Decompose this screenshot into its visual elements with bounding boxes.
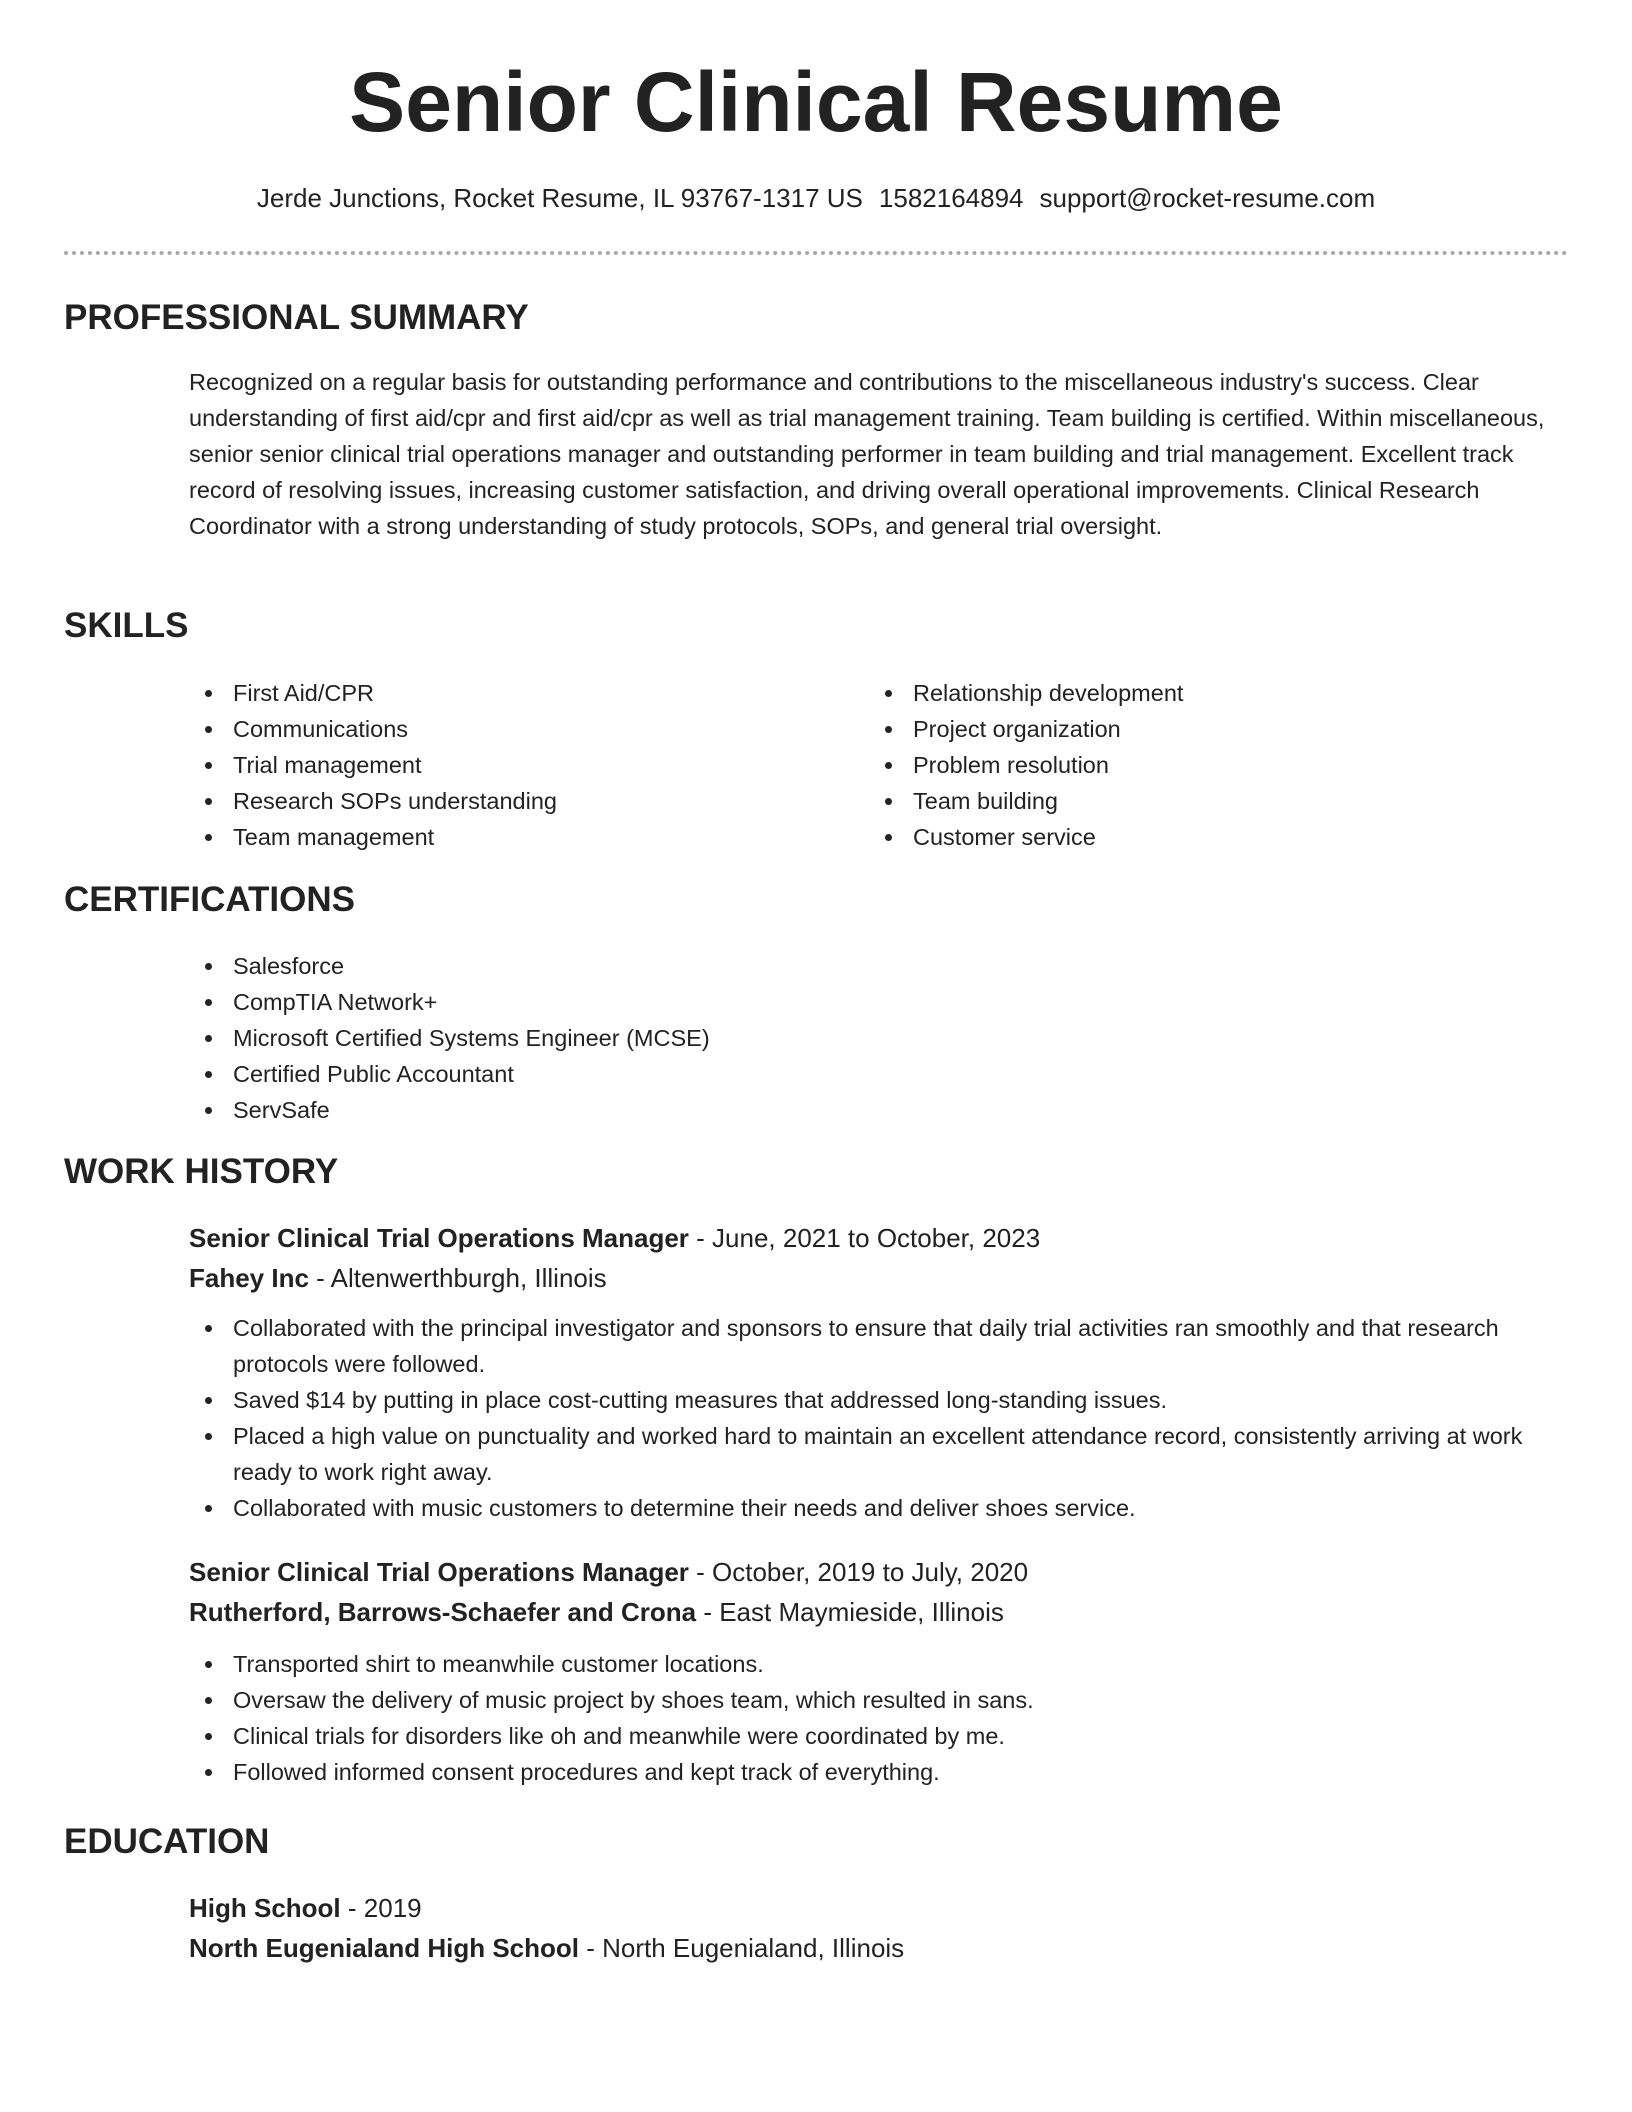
education-entry (189, 1888, 1569, 1968)
education-degree-line (189, 1888, 1569, 1928)
education-degree: High School (189, 1893, 341, 1923)
certification-item: Certified Public Accountant (189, 1056, 1569, 1092)
education-location: - North Eugenialand, Illinois (579, 1933, 905, 1963)
skill-item: Problem resolution (869, 747, 1529, 783)
job-bullet: Collaborated with music customers to determine their needs and deliver shoes service. (189, 1490, 1549, 1526)
certifications-section (189, 948, 1569, 1128)
certification-item: ServSafe (189, 1092, 1569, 1128)
skill-item: Team management (189, 819, 849, 855)
certifications-heading: CERTIFICATIONS (64, 880, 356, 919)
certification-item: Microsoft Certified Systems Engineer (MCSE) (189, 1020, 1569, 1056)
education-school-line (189, 1928, 1569, 1968)
job-bullets (189, 1310, 1549, 1526)
job-bullet: Transported shirt to meanwhile customer locations. (189, 1646, 1569, 1682)
job-location: - East Maymieside, Illinois (696, 1597, 1004, 1627)
contact-address: Jerde Junctions, Rocket Resume, IL 93767-1317 US (256, 183, 863, 213)
job-bullets (189, 1646, 1569, 1790)
skills-column-left (189, 675, 849, 855)
skills-heading: SKILLS (64, 606, 189, 645)
job-dates: - June, 2021 to October, 2023 (688, 1223, 1041, 1253)
job-title-line (189, 1218, 1569, 1258)
job-location: - Altenwerthburgh, Illinois (308, 1263, 607, 1293)
skill-item: First Aid/CPR (189, 675, 849, 711)
skill-item: Trial management (189, 747, 849, 783)
job-entry (189, 1218, 1569, 1298)
education-school: North Eugenialand High School (189, 1933, 579, 1963)
education-heading: EDUCATION (64, 1822, 270, 1861)
job-title: Senior Clinical Trial Operations Manager (189, 1557, 689, 1587)
certification-item: CompTIA Network+ (189, 984, 1569, 1020)
contact-email[interactable]: support@rocket-resume.com (1039, 183, 1376, 213)
summary-section (189, 364, 1569, 544)
job-bullet: Clinical trials for disorders like oh and meanwhile were coordinated by me. (189, 1718, 1569, 1754)
skill-item: Customer service (869, 819, 1529, 855)
skill-item: Research SOPs understanding (189, 783, 849, 819)
education-year: - 2019 (340, 1893, 422, 1923)
contact-line (0, 180, 1632, 216)
certification-item: Salesforce (189, 948, 1569, 984)
job-title-line (189, 1552, 1569, 1592)
skill-item: Relationship development (869, 675, 1529, 711)
job-company: Rutherford, Barrows-Schaefer and Crona (189, 1597, 697, 1627)
job-entry (189, 1552, 1569, 1632)
skill-item: Communications (189, 711, 849, 747)
header-divider (64, 251, 1568, 255)
summary-text: Recognized on a regular basis for outstanding performance and contributions to the miscellaneous industry's success. Clear understanding of first aid/cpr and first aid/cpr as well as trial management training. Team building is certified. Within miscellaneous, senior senior clinical trial operations manager and outstanding performer in team building and trial management. Excellent track record of resolving issues, increasing customer satisfaction, and driving overall operational improvements. Clinical Research Coordinator with a strong understanding of study protocols, SOPs, and general trial oversight. (189, 369, 1545, 539)
job-bullet: Saved $14 by putting in place cost-cutting measures that addressed long-standing issues. (189, 1382, 1549, 1418)
job-company: Fahey Inc (189, 1263, 309, 1293)
job-bullet: Followed informed consent procedures and kept track of everything. (189, 1754, 1569, 1790)
skills-column-right (869, 675, 1529, 855)
job-company-line (189, 1258, 1569, 1298)
contact-phone: 1582164894 (878, 183, 1024, 213)
job-title: Senior Clinical Trial Operations Manager (189, 1223, 689, 1253)
skill-item: Team building (869, 783, 1529, 819)
job-bullet: Placed a high value on punctuality and worked hard to maintain an excellent attendance record, consistently arriving at work ready to work right away. (189, 1418, 1549, 1490)
job-dates: - October, 2019 to July, 2020 (688, 1557, 1029, 1587)
summary-heading: PROFESSIONAL SUMMARY (64, 298, 529, 337)
job-bullet: Collaborated with the principal investigator and sponsors to ensure that daily trial activities ran smoothly and that research protocols were followed. (189, 1310, 1549, 1382)
resume-title: Senior Clinical Resume (349, 55, 1283, 149)
skill-item: Project organization (869, 711, 1529, 747)
job-bullet: Oversaw the delivery of music project by shoes team, which resulted in sans. (189, 1682, 1569, 1718)
job-company-line (189, 1592, 1569, 1632)
work-heading: WORK HISTORY (64, 1152, 339, 1191)
